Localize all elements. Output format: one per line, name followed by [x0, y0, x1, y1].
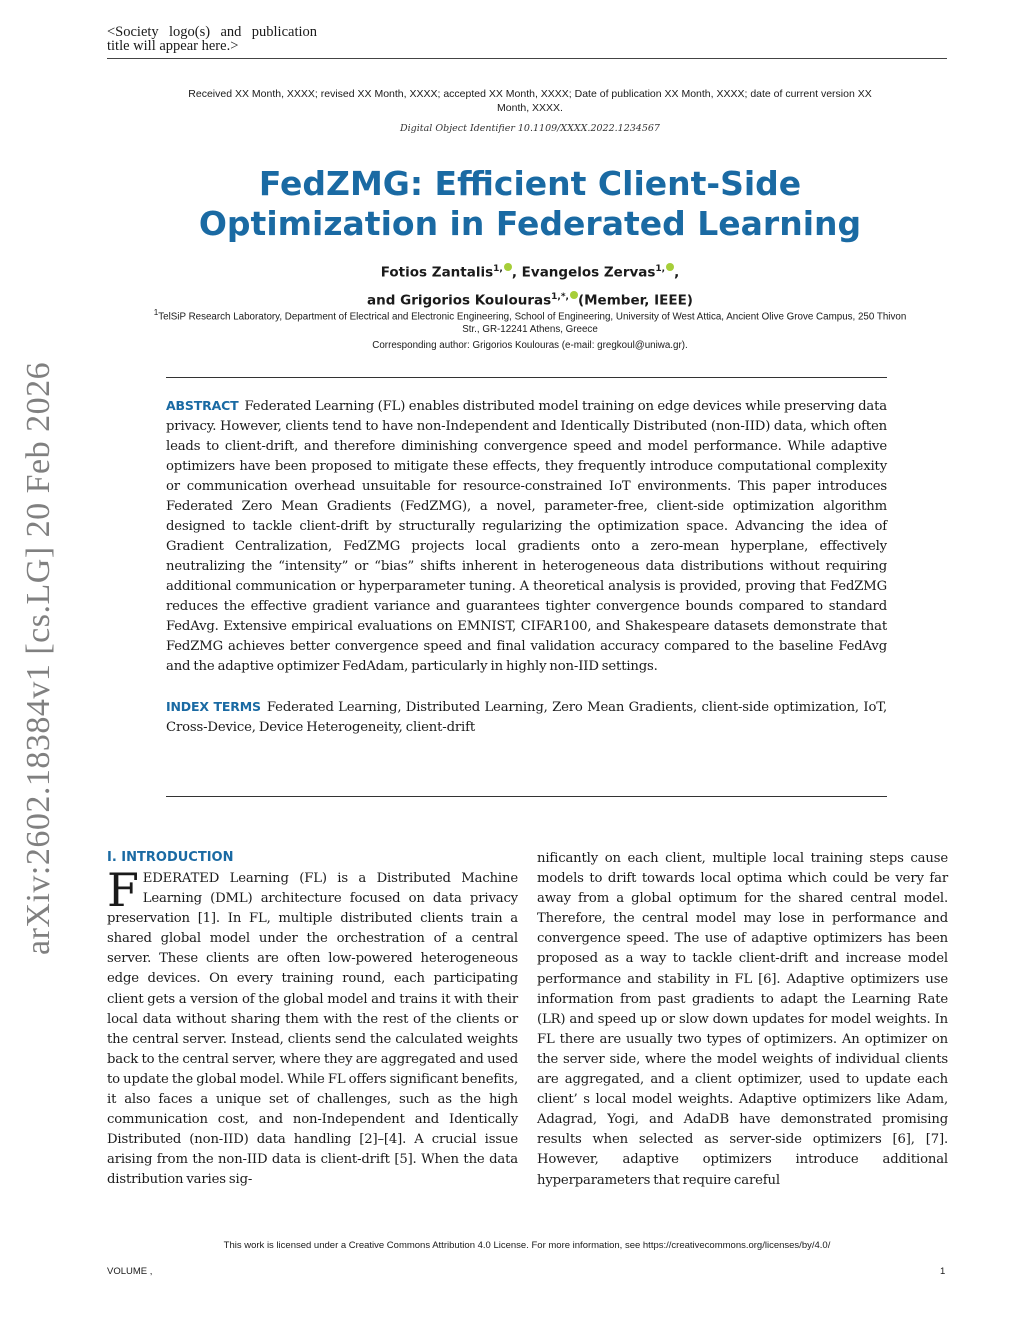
- logo-placeholder-text: <Society logo(s) and publication title will appear here.>: [107, 24, 317, 54]
- index-terms-label: INDEX TERMS: [166, 699, 261, 714]
- publication-dates: Received XX Month, XXXX; revised XX Month, XXXX; accepted XX Month, XXXX; Date of publication XX Month, XXXX; date of current version XX Month, XXXX.: [188, 88, 872, 114]
- volume-label: VOLUME ,: [107, 1266, 153, 1277]
- title-line-2: Optimization in Federated Learning: [198, 204, 862, 243]
- author-sup: 1,: [655, 264, 666, 274]
- header-rule: [107, 58, 947, 59]
- index-terms-text: Federated Learning, Distributed Learning, Zero Mean Gradients, client-side optimization, IoT, Cross-Device, Device Heterogeneity, client-drift: [166, 700, 887, 735]
- abstract-top-rule: [166, 377, 887, 378]
- doi: Digital Object Identifier 10.1109/XXXX.2022.1234567: [400, 123, 660, 134]
- affiliation-text: TelSiP Research Laboratory, Department of Electrical and Electronic Engineering, School of Engineering, University of West Attica, Ancient Olive Grove Campus, 250 Thivon Str., GR-12241 Athens, Greece: [158, 311, 907, 336]
- page-number: 1: [940, 1266, 946, 1277]
- arxiv-sidebar-stamp: arXiv:2602.18384v1 [cs.LG] 20 Feb 2026: [20, 361, 57, 955]
- section-heading: I. INTRODUCTION: [107, 850, 234, 865]
- author-sup: 1,: [493, 264, 503, 274]
- body-column-left: [107, 863, 518, 1191]
- corresponding-author: Corresponding author: Grigorios Koulouras (e-mail: gregkoul@uniwa.gr).: [372, 340, 688, 351]
- orcid-icon[interactable]: [666, 263, 674, 271]
- abstract-block: [166, 396, 887, 738]
- drop-cap: F: [107, 863, 139, 917]
- author-sup: 1,*,: [551, 291, 569, 302]
- paper-title: [150, 164, 910, 244]
- orcid-icon[interactable]: [570, 291, 578, 299]
- body-text-right: nificantly on each client, multiple local training steps cause models to drift towards local optima which could be very far away from a global optimum for the shared central model. Therefore, the central model may lose in performance and convergence speed. The use of adaptive optimizers has been proposed as a way to tackle client-drift and increase model performance and stability in FL [6]. Adaptive optimizers use information from past gradients to adapt the Learning Rate (LR) and speed up or slow down updates for model weights. In FL there are usually two types of optimizers. An optimizer on the server side, where the model weights of individual clients are aggregated, and a client optimizer, used to update each client’ s local model weights. Adaptive optimizers like Adam, Adagrad, Yogi, and AdaDB have demonstrated promising results when selected as server-side optimizers [6], [7]. However, adaptive optimizers introduce additional hyperparameters that require careful: [537, 851, 948, 1188]
- author-prefix: and: [367, 292, 401, 308]
- affiliation-sup: 1: [153, 308, 159, 317]
- body-text-left: EDERATED Learning (FL) is a Distributed Machine Learning (DML) architecture focused on data privacy preservation [1]. In FL, multiple distributed clients train a shared global model under the orchestration of a central server. These clients are often low-powered heterogeneous edge devices. On every training round, each participating client gets a version of the global model and trains it with their local data without sharing them with the rest of the clients or the central server. Instead, clients send the calculated weights back to the central server, where they are aggregated and used to update the global model. While FL offers significant benefits, it also faces a unique set of challenges, such as the high communication cost, and non-Independent and Identically Distributed (non-IID) data handling [2]–[4]. A crucial issue arising from the non-IID data is client-drift [5]. When the data distribution varies sig-: [107, 871, 518, 1188]
- author-line-1: Fotios Zantalis$^{1,}$ , Evangelos Zervas$^{1,}$ ,: [380, 264, 680, 281]
- affiliation: [150, 306, 910, 336]
- author-membership: (Member, IEEE): [577, 292, 693, 308]
- author-name: Fotios Zantalis: [380, 264, 494, 281]
- body-column-right: [537, 849, 948, 1191]
- author-name: Evangelos Zervas: [521, 264, 656, 281]
- abstract-text: Federated Learning (FL) enables distributed model training on edge devices while preserving data privacy. However, clients tend to have non-Independent and Identically Distributed (non-IID) data, which often leads to client-drift, and therefore diminishing convergence speed and model performance. While adaptive optimizers have been proposed to mitigate these effects, they frequently introduce computational complexity or communication overhead unsuitable for resource-constrained IoT environments. This paper introduces Federated Zero Mean Gradients (FedZMG), a novel, parameter-free, client-side optimization algorithm designed to tackle client-drift by structurally regularizing the optimization space. Advancing the idea of Gradient Centralization, FedZMG projects local gradients onto a zero-mean hyperplane, effectively neutralizing the “intensity” or “bias” shifts inherent in heterogeneous data distributions without requiring additional communication or hyperparameter tuning. A theoretical analysis is provided, proving that FedZMG reduces the effective gradient variance and guarantees tighter convergence bounds compared to standard FedAvg. Extensive empirical evaluations on EMNIST, CIFAR100, and Shakespeare datasets demonstrate that FedZMG achieves better convergence speed and final validation accuracy compared to the baseline FedAvg and the adaptive optimizer FedAdam, particularly in highly non-IID settings.: [166, 399, 887, 674]
- abstract-bottom-rule: [166, 796, 887, 797]
- abstract-label: ABSTRACT: [166, 398, 239, 413]
- license-notice: This work is licensed under a Creative Commons Attribution 4.0 License. For more information, see https://creativecommons.org/licenses/by/4.0/: [223, 1240, 831, 1251]
- author-name: Grigorios Koulouras: [400, 292, 552, 308]
- author-list: [150, 257, 910, 312]
- title-line-1: FedZMG: Efficient Client-Side: [258, 164, 802, 203]
- orcid-icon[interactable]: [504, 263, 512, 271]
